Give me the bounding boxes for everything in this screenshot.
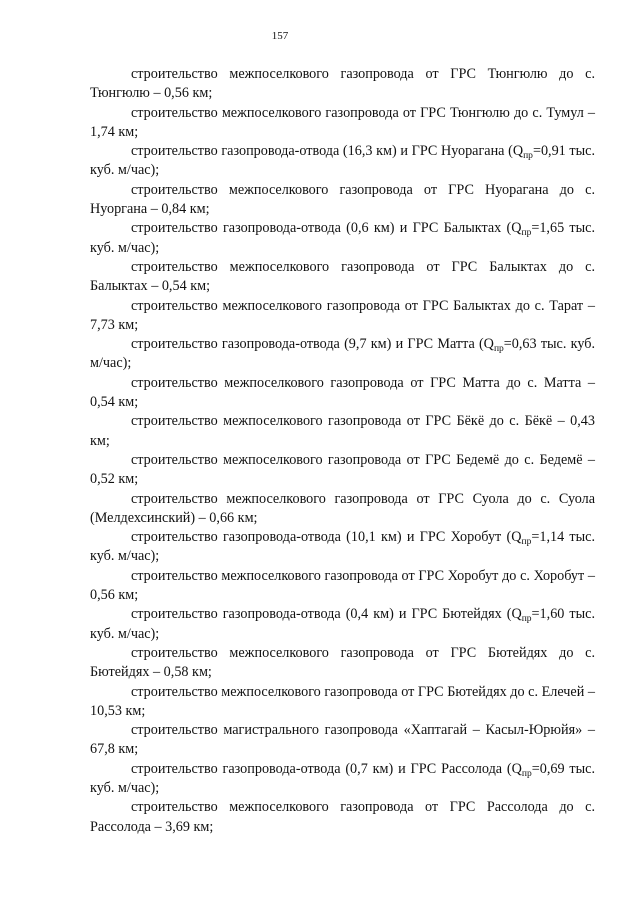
- paragraph: строительство межпоселкового газопровода от ГРС Нуорагана до с. Нуорганa – 0,84 км;: [90, 181, 595, 218]
- subscript: пр: [521, 537, 532, 548]
- subscript: пр: [523, 151, 533, 162]
- paragraph-text: =1,60 тыс. куб. м/час);: [90, 606, 595, 642]
- paragraph-text: строительство газопровода-отвода (10,1 км) и ГРС Хоробут (Q: [131, 529, 522, 546]
- paragraph-text: строительство газопровода-отвода (0,6 км) и ГРС Балыктах (Q: [131, 220, 522, 237]
- paragraph: [90, 760, 595, 799]
- paragraph: [90, 528, 595, 567]
- paragraph: [90, 219, 595, 258]
- paragraph: строительство межпоселкового газопровода от ГРС Бёкё до с. Бёкё – 0,43 км;: [90, 413, 595, 449]
- paragraph: строительство межпоселкового газопровода от ГРС Балыктах до с. Балыктах – 0,54 км;: [90, 258, 595, 295]
- paragraph-text: =1,14 тыс. куб. м/час);: [90, 529, 596, 565]
- paragraph-text: строительство газопровода-отвода (16,3 км) и ГРС Нуорагана (Q: [131, 143, 524, 160]
- paragraph: строительство межпоселкового газопровода от ГРС Балыктах до с. Тарат – 7,73 км;: [90, 297, 595, 333]
- paragraph: строительство межпоселкового газопровода от ГРС Тюнгюлю до с. Тумул – 1,74 км;: [90, 104, 595, 140]
- paragraph: строительство межпоселкового газопровода от ГРС Рассолода до с. Рассолода – 3,69 км;: [90, 799, 595, 835]
- paragraph: строительство межпоселкового газопровода от ГРС Суола до с. Суола (Мелдехсинский) – 0,66 км;: [90, 490, 595, 526]
- paragraph: строительство межпоселкового газопровода от ГРС Бедемё до с. Бедемё – 0,52 км;: [90, 451, 595, 488]
- subscript: пр: [493, 344, 504, 355]
- subscript: пр: [521, 768, 532, 779]
- paragraph-text: строительство газопровода-отвода (0,7 км) и ГРС Рассолода (Q: [131, 760, 522, 777]
- paragraph: строительство межпоселкового газопровода от ГРС Матта до с. Матта – 0,54 км;: [90, 374, 595, 411]
- paragraph-text: строительство газопровода-отвода (9,7 км) и ГРС Матта (Q: [131, 336, 494, 353]
- paragraph-text: =0,63 тыс. куб. м/час);: [90, 336, 595, 372]
- paragraph-text: =1,65 тыс. куб. м/час);: [90, 220, 595, 256]
- paragraph-text: =0,91 тыс. куб. м/час);: [90, 143, 595, 179]
- paragraph: [90, 335, 595, 374]
- subscript: пр: [521, 228, 532, 239]
- paragraph-text: =0,69 тыс. куб. м/час);: [90, 760, 596, 796]
- paragraph: строительство межпоселкового газопровода от ГРС Бютейдях до с. Бютейдях – 0,58 км;: [90, 644, 595, 681]
- page-number: 157: [271, 30, 289, 42]
- paragraph: строительство магистрального газопровода «Хаптагай – Касыл-Юрюйя» – 67,8 км;: [90, 722, 595, 758]
- paragraph: строительство межпоселкового газопровода от ГРС Хоробут до с. Хоробут – 0,56 км;: [90, 567, 595, 604]
- paragraph: строительство межпоселкового газопровода от ГРС Бютейдях до с. Елечей – 10,53 км;: [90, 683, 595, 719]
- paragraph: строительство межпоселкового газопровода от ГРС Тюнгюлю до с. Тюнгюлю – 0,56 км;: [90, 66, 595, 102]
- paragraph: [90, 142, 595, 181]
- document-body: [90, 65, 595, 837]
- paragraph-text: строительство газопровода-отвода (0,4 км) и ГРС Бютейдях (Q: [131, 606, 522, 623]
- paragraph: [90, 605, 595, 644]
- subscript: пр: [521, 614, 532, 625]
